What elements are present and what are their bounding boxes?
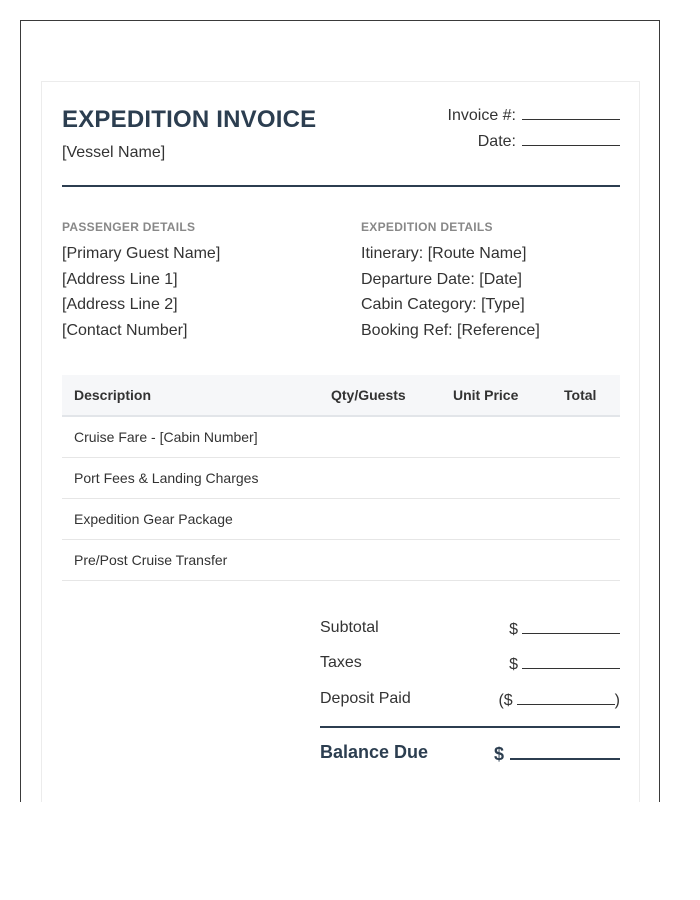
passenger-line: [Primary Guest Name] [62,245,221,262]
invoice-number-blank [522,105,620,120]
expedition-line: Itinerary: [Route Name] [361,245,527,262]
taxes-blank [522,654,620,669]
balance-blank [510,742,620,760]
taxes-currency: $ [509,656,518,673]
deposit-value [498,690,620,710]
subtotal-label: Subtotal [320,619,379,636]
table-row [62,458,620,499]
passenger-details-heading: PASSENGER DETAILS [62,220,196,234]
subtotal-value [509,619,620,639]
deposit-blank [517,690,615,705]
table-row [62,417,620,458]
taxes-value [509,654,620,674]
row-description: Expedition Gear Package [74,511,233,527]
subtotal-blank [522,619,620,634]
balance-due-label: Balance Due [320,742,429,762]
invoice-number-field [448,105,620,125]
col-header-qty: Qty/Guests [331,387,406,403]
col-header-unit-price: Unit Price [453,387,519,403]
expedition-line: Cabin Category: [Type] [361,296,525,313]
table-row [62,499,620,540]
expedition-line: Booking Ref: [Reference] [361,322,540,339]
row-description: Cruise Fare - [Cabin Number] [74,429,258,445]
totals-divider [320,726,620,728]
col-header-total: Total [564,387,597,403]
date-field [478,131,620,151]
deposit-suffix: ) [614,692,620,709]
table-header-row [62,375,620,417]
balance-currency: $ [493,744,504,764]
passenger-line: [Contact Number] [62,322,188,339]
date-blank [522,131,620,146]
balance-due-value [494,742,620,765]
invoice-number-label: Invoice #: [447,107,516,124]
subtotal-currency: $ [509,621,518,638]
passenger-line: [Address Line 1] [62,271,178,288]
expedition-line: Departure Date: [Date] [361,271,522,288]
deposit-label: Deposit Paid [320,690,411,707]
table-row [62,540,620,581]
header-divider [62,185,620,187]
invoice-title: EXPEDITION INVOICE [62,106,317,133]
taxes-label: Taxes [320,654,362,671]
deposit-prefix: ($ [498,692,513,709]
passenger-line: [Address Line 2] [62,296,178,313]
row-description: Port Fees & Landing Charges [74,470,259,486]
line-items-table [62,375,620,581]
date-label: Date: [477,133,516,150]
vessel-name: [Vessel Name] [62,144,166,161]
col-header-description: Description [74,387,152,403]
expedition-details-heading: EXPEDITION DETAILS [361,220,493,234]
row-description: Pre/Post Cruise Transfer [74,552,228,568]
